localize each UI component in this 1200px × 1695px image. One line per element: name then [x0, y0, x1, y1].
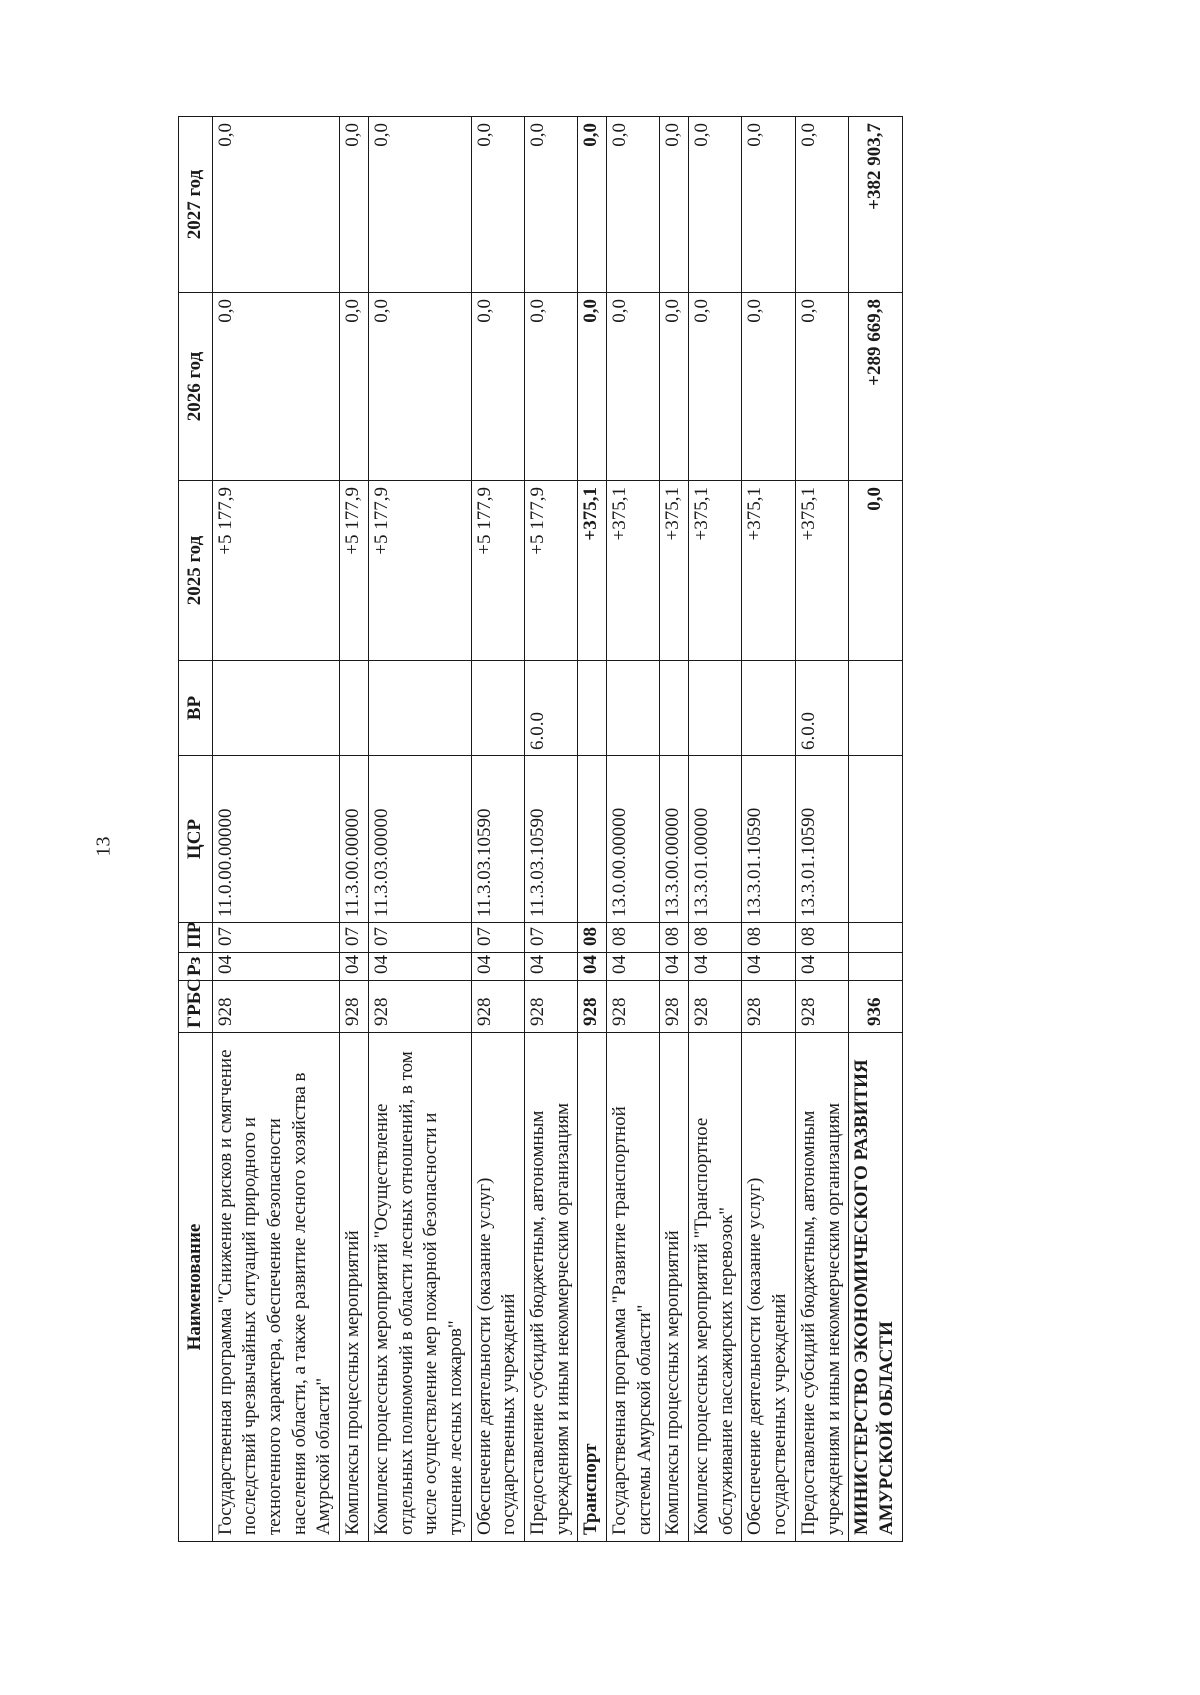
- cell-vr: [212, 661, 339, 756]
- cell-vr: 6.0.0: [795, 661, 848, 756]
- cell-y2025: +375,1: [795, 481, 848, 661]
- cell-rz: 04: [795, 953, 848, 981]
- cell-csr: 11.3.03.10590: [471, 756, 524, 923]
- cell-y2027: 0,0: [660, 117, 689, 293]
- cell-y2026: 0,0: [340, 293, 369, 481]
- cell-vr: [368, 661, 471, 756]
- cell-y2025: +375,1: [578, 481, 607, 661]
- header-vr: ВР: [179, 661, 213, 756]
- cell-name: Предоставление субсидий бюджетным, автономным учреждениям и иным некоммерческим организациям: [795, 1033, 848, 1542]
- table-body: [212, 117, 902, 1542]
- cell-pr: [849, 923, 902, 953]
- cell-pr: 08: [689, 923, 742, 953]
- cell-y2027: 0,0: [742, 117, 795, 293]
- cell-rz: 04: [368, 953, 471, 981]
- cell-grbs: 928: [368, 981, 471, 1033]
- cell-y2025: +375,1: [742, 481, 795, 661]
- cell-rz: [849, 953, 902, 981]
- cell-y2025: +375,1: [660, 481, 689, 661]
- cell-rz: 04: [340, 953, 369, 981]
- cell-name: Комплекс процессных мероприятий "Осуществление отдельных полномочий в области лесных отношений, в том числе осуществление мер пожарной безопасности и тушение лесных пожаров": [368, 1033, 471, 1542]
- table-row: [212, 117, 339, 1542]
- header-name: Наименование: [179, 1033, 213, 1542]
- cell-name: Обеспечение деятельности (оказание услуг) государственных учреждений: [742, 1033, 795, 1542]
- cell-csr: [849, 756, 902, 923]
- cell-grbs: 928: [340, 981, 369, 1033]
- cell-y2025: +5 177,9: [340, 481, 369, 661]
- cell-vr: [742, 661, 795, 756]
- table-row: [795, 117, 848, 1542]
- cell-pr: 08: [607, 923, 660, 953]
- cell-grbs: 928: [578, 981, 607, 1033]
- cell-y2026: 0,0: [742, 293, 795, 481]
- cell-y2026: 0,0: [660, 293, 689, 481]
- cell-pr: 07: [368, 923, 471, 953]
- cell-y2026: 0,0: [368, 293, 471, 481]
- cell-y2025: +5 177,9: [368, 481, 471, 661]
- table-row: [849, 117, 902, 1542]
- header-pr: ПР: [179, 923, 213, 953]
- cell-y2025: +375,1: [607, 481, 660, 661]
- cell-grbs: 928: [660, 981, 689, 1033]
- cell-csr: 13.3.01.00000: [689, 756, 742, 923]
- cell-pr: 08: [660, 923, 689, 953]
- cell-csr: 13.3.01.10590: [795, 756, 848, 923]
- cell-pr: 07: [524, 923, 577, 953]
- cell-y2026: 0,0: [524, 293, 577, 481]
- cell-grbs: 928: [212, 981, 339, 1033]
- cell-y2027: +382 903,7: [849, 117, 902, 293]
- header-rz: Рз: [179, 953, 213, 981]
- cell-vr: [578, 661, 607, 756]
- cell-name: Обеспечение деятельности (оказание услуг) государственных учреждений: [471, 1033, 524, 1542]
- cell-pr: 07: [212, 923, 339, 953]
- cell-pr: 08: [742, 923, 795, 953]
- cell-y2027: 0,0: [524, 117, 577, 293]
- cell-rz: 04: [607, 953, 660, 981]
- cell-grbs: 928: [471, 981, 524, 1033]
- cell-rz: 04: [212, 953, 339, 981]
- cell-y2026: +289 669,8: [849, 293, 902, 481]
- cell-rz: 04: [660, 953, 689, 981]
- cell-name: Комплексы процессных мероприятий: [340, 1033, 369, 1542]
- cell-name: Комплексы процессных мероприятий: [660, 1033, 689, 1542]
- cell-grbs: 928: [607, 981, 660, 1033]
- table-header-row: [179, 117, 213, 1542]
- cell-name: МИНИСТЕРСТВО ЭКОНОМИЧЕСКОГО РАЗВИТИЯ АМУРСКОЙ ОБЛАСТИ: [849, 1033, 902, 1542]
- table-row: [607, 117, 660, 1542]
- cell-y2027: 0,0: [212, 117, 339, 293]
- cell-y2027: 0,0: [607, 117, 660, 293]
- cell-y2025: +5 177,9: [471, 481, 524, 661]
- cell-name: Предоставление субсидий бюджетным, автономным учреждениям и иным некоммерческим организациям: [524, 1033, 577, 1542]
- cell-vr: [471, 661, 524, 756]
- cell-y2026: 0,0: [795, 293, 848, 481]
- cell-y2027: 0,0: [340, 117, 369, 293]
- budget-table: [178, 116, 903, 1542]
- cell-rz: 04: [689, 953, 742, 981]
- cell-y2026: 0,0: [471, 293, 524, 481]
- table-row: [340, 117, 369, 1542]
- cell-csr: [578, 756, 607, 923]
- cell-y2027: 0,0: [578, 117, 607, 293]
- header-2026: 2026 год: [179, 293, 213, 481]
- cell-name: Государственная программа "Снижение рисков и смягчение последствий чрезвычайных ситуаций природного и техногенного характера, обеспечение безопасности населения области, а также развитие лесного хозяйства в Амурской области": [212, 1033, 339, 1542]
- table-row: [660, 117, 689, 1542]
- cell-grbs: 928: [524, 981, 577, 1033]
- cell-csr: 13.3.00.00000: [660, 756, 689, 923]
- cell-y2026: 0,0: [578, 293, 607, 481]
- cell-csr: 13.0.00.00000: [607, 756, 660, 923]
- table-row: [578, 117, 607, 1542]
- cell-csr: 11.3.00.00000: [340, 756, 369, 923]
- cell-vr: [660, 661, 689, 756]
- table-row: [368, 117, 471, 1542]
- header-2027: 2027 год: [179, 117, 213, 293]
- cell-grbs: 928: [795, 981, 848, 1033]
- header-csr: ЦСР: [179, 756, 213, 923]
- cell-vr: 6.0.0: [524, 661, 577, 756]
- cell-pr: 08: [578, 923, 607, 953]
- cell-csr: 11.0.00.00000: [212, 756, 339, 923]
- cell-vr: [849, 661, 902, 756]
- cell-y2027: 0,0: [689, 117, 742, 293]
- cell-y2026: 0,0: [689, 293, 742, 481]
- cell-grbs: 936: [849, 981, 902, 1033]
- table-row: [471, 117, 524, 1542]
- cell-name: Комплекс процессных мероприятий "Транспортное обслуживание пассажирских перевозок": [689, 1033, 742, 1542]
- cell-rz: 04: [471, 953, 524, 981]
- cell-y2027: 0,0: [471, 117, 524, 293]
- table-row: [524, 117, 577, 1542]
- cell-y2027: 0,0: [368, 117, 471, 293]
- cell-rz: 04: [742, 953, 795, 981]
- cell-pr: 08: [795, 923, 848, 953]
- cell-csr: 11.3.03.00000: [368, 756, 471, 923]
- cell-pr: 07: [471, 923, 524, 953]
- cell-grbs: 928: [742, 981, 795, 1033]
- rotated-table-container: [178, 117, 1061, 1542]
- cell-name: Транспорт: [578, 1033, 607, 1542]
- cell-vr: [607, 661, 660, 756]
- table-row: [742, 117, 795, 1542]
- table-row: [689, 117, 742, 1542]
- cell-rz: 04: [524, 953, 577, 981]
- cell-y2027: 0,0: [795, 117, 848, 293]
- cell-vr: [689, 661, 742, 756]
- page-number: 13: [92, 836, 115, 857]
- cell-csr: 13.3.01.10590: [742, 756, 795, 923]
- header-2025: 2025 год: [179, 481, 213, 661]
- cell-csr: 11.3.03.10590: [524, 756, 577, 923]
- cell-y2025: +5 177,9: [524, 481, 577, 661]
- cell-y2025: 0,0: [849, 481, 902, 661]
- cell-name: Государственная программа "Развитие транспортной системы Амурской области": [607, 1033, 660, 1542]
- cell-pr: 07: [340, 923, 369, 953]
- cell-vr: [340, 661, 369, 756]
- cell-grbs: 928: [689, 981, 742, 1033]
- cell-y2025: +5 177,9: [212, 481, 339, 661]
- header-grbs: ГРБС: [179, 981, 213, 1033]
- cell-y2025: +375,1: [689, 481, 742, 661]
- cell-rz: 04: [578, 953, 607, 981]
- cell-y2026: 0,0: [607, 293, 660, 481]
- cell-y2026: 0,0: [212, 293, 339, 481]
